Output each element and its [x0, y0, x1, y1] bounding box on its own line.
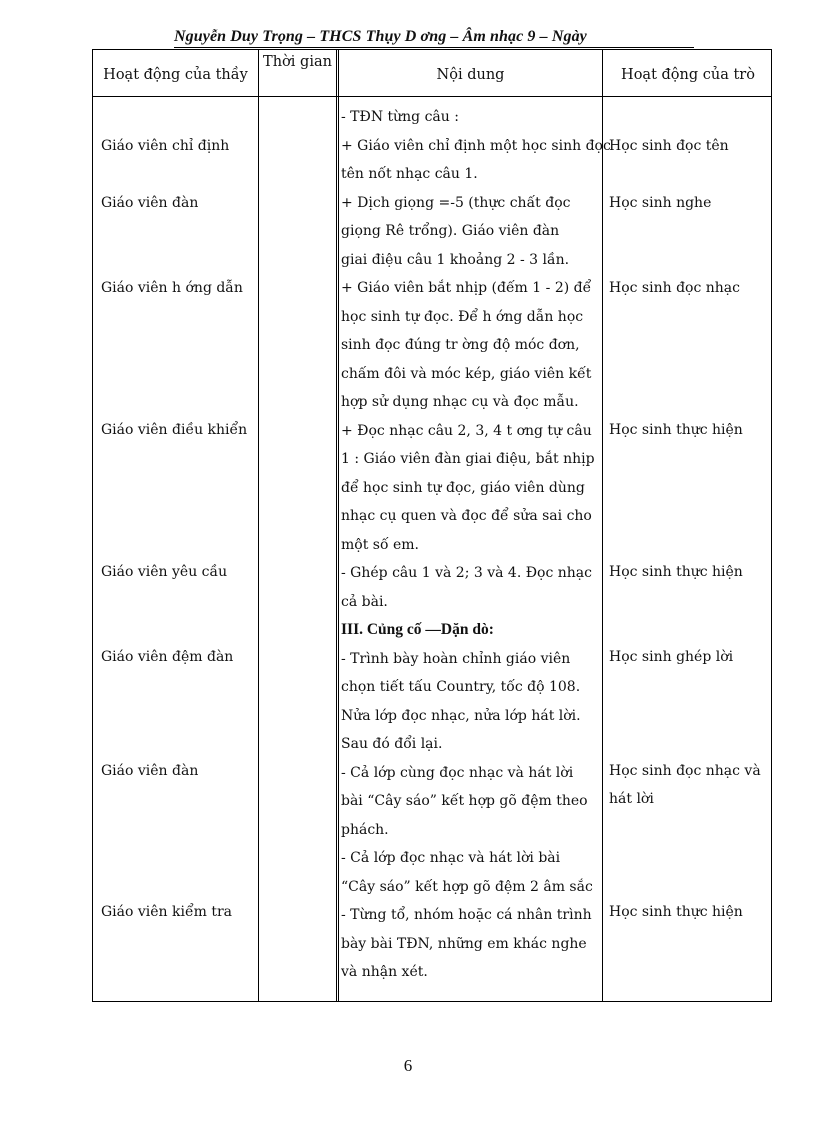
- teacher-activity: Giáo viên h ớng dẫn: [101, 280, 243, 296]
- content-line: học sinh tự đọc. Để h ớng dẫn học: [341, 308, 584, 325]
- student-activity: Học sinh ghép lời: [609, 649, 734, 665]
- content-line: chấm đôi và móc kép, giáo viên kết: [341, 365, 592, 382]
- column-header-time: [259, 51, 336, 73]
- student-activity: Học sinh thực hiện: [609, 422, 743, 438]
- content-line: một số em.: [341, 536, 419, 553]
- student-activity: Học sinh thực hiện: [609, 904, 743, 920]
- teacher-activity: Giáo viên kiểm tra: [101, 904, 232, 920]
- column-divider: [336, 50, 339, 1001]
- content-line: bài “Cây sáo” kết hợp gõ đệm theo: [341, 793, 588, 809]
- header-underline: [174, 47, 694, 48]
- student-activity: Học sinh thực hiện: [609, 564, 743, 580]
- content-line: chọn tiết tấu Country, tốc độ 108.: [341, 679, 581, 695]
- student-activity: Học sinh đọc nhạc và: [609, 763, 761, 779]
- lesson-plan-table: [92, 49, 772, 1002]
- page-header: [174, 28, 694, 50]
- teacher-activity: Giáo viên đệm đàn: [101, 649, 234, 665]
- column-header-teacher: Hoạt động của thầy: [103, 67, 248, 83]
- student-activity: Học sinh đọc tên: [609, 138, 729, 154]
- content-line: - TĐN từng câu :: [341, 109, 459, 125]
- content-line: sinh đọc đúng tr ờng độ móc đơn,: [341, 337, 580, 353]
- column-header-student: Hoạt động của trò: [621, 67, 755, 83]
- content-line: nhạc cụ quen và đọc để sửa sai cho: [341, 508, 592, 524]
- student-activity: hát lời: [609, 791, 654, 807]
- header-row-divider: [93, 96, 771, 97]
- content-line: - Cả lớp đọc nhạc và hát lời bài: [341, 850, 561, 866]
- content-line: - Cả lớp cùng đọc nhạc và hát lời: [341, 764, 574, 781]
- content-line: giai điệu câu 1 khoảng 2 - 3 lần.: [341, 251, 570, 268]
- content-line: + Đọc nhạc câu 2, 3, 4 t ơng tự câu: [341, 422, 592, 439]
- content-line: hợp sử dụng nhạc cụ và đọc mẫu.: [341, 394, 579, 410]
- content-line: “Cây sáo” kết hợp gõ đệm 2 âm sắc: [341, 878, 593, 895]
- content-line: Nửa lớp đọc nhạc, nửa lớp hát lời.: [341, 707, 581, 724]
- teacher-activity: Giáo viên điều khiển: [101, 422, 248, 438]
- teacher-activity: Giáo viên đàn: [101, 195, 199, 211]
- content-line: tên nốt nhạc câu 1.: [341, 166, 478, 182]
- content-line: cả bài.: [341, 593, 388, 610]
- student-activity: Học sinh nghe: [609, 195, 712, 211]
- header-text: Nguyễn Duy Trọng – THCS Thụy D ơng – Âm nhạc 9 – Ngày: [174, 28, 587, 45]
- teacher-activity: Giáo viên đàn: [101, 763, 199, 779]
- column-divider: [258, 50, 259, 1001]
- column-header-content: Nội dung: [436, 67, 505, 83]
- content-line: + Giáo viên chỉ định một học sinh đọc: [341, 137, 611, 154]
- column-header-time-label: Thời gian: [263, 54, 332, 70]
- content-line: - Ghép câu 1 và 2; 3 và 4. Đọc nhạc: [341, 565, 592, 581]
- content-cell: [341, 103, 611, 987]
- content-line: + Dịch giọng =-5 (thực chất đọc: [341, 194, 571, 211]
- teacher-activity: Giáo viên chỉ định: [101, 138, 230, 154]
- column-divider: [602, 50, 603, 1001]
- content-line: để học sinh tự đọc, giáo viên dùng: [341, 479, 585, 496]
- content-line: bày bài TĐN, những em khác nghe: [341, 935, 587, 952]
- section-heading: III. Củng cố —Dặn dò:: [341, 621, 494, 638]
- content-line: + Giáo viên bắt nhịp (đếm 1 - 2) để: [341, 280, 592, 296]
- content-line: - Từng tổ, nhóm hoặc cá nhân trình: [341, 907, 592, 923]
- content-line: Sau đó đổi lại.: [341, 736, 443, 752]
- teacher-activity: Giáo viên yêu cầu: [101, 564, 228, 580]
- page-number: 6: [403, 1056, 413, 1075]
- content-line: và nhận xét.: [341, 964, 428, 980]
- content-line: - Trình bày hoàn chỉnh giáo viên: [341, 650, 571, 667]
- student-activity: Học sinh đọc nhạc: [609, 280, 740, 296]
- content-line: 1 : Giáo viên đàn giai điệu, bắt nhịp: [341, 451, 595, 467]
- content-line: giọng Rê trổng). Giáo viên đàn: [341, 223, 560, 239]
- content-line: phách.: [341, 821, 389, 838]
